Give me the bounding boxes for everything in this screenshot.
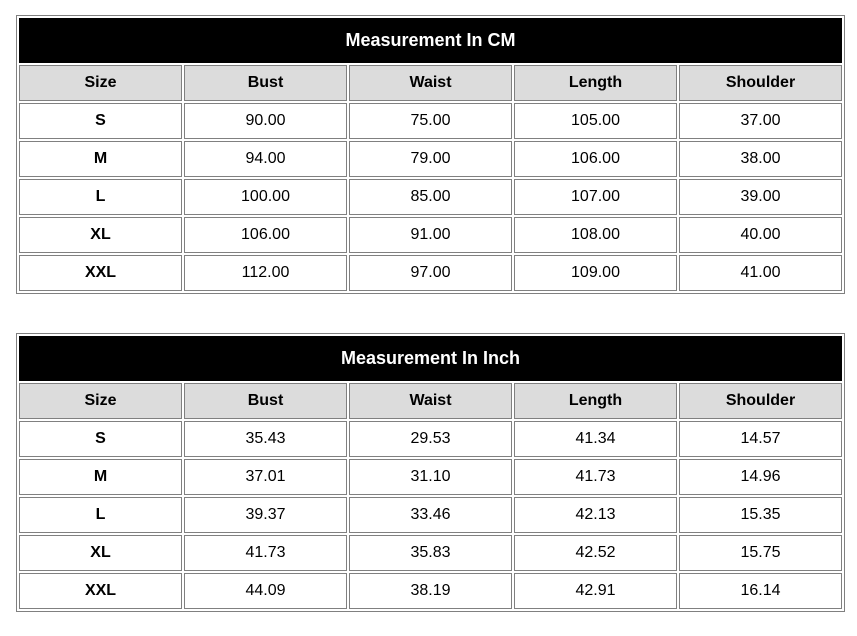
length-cell: 107.00 [514, 179, 677, 215]
table-title: Measurement In Inch [19, 336, 842, 381]
shoulder-cell: 38.00 [679, 141, 842, 177]
bust-cell: 94.00 [184, 141, 347, 177]
waist-cell: 38.19 [349, 573, 512, 609]
bust-cell: 90.00 [184, 103, 347, 139]
table-row [19, 255, 842, 291]
waist-cell: 75.00 [349, 103, 512, 139]
bust-cell: 35.43 [184, 421, 347, 457]
table-row [19, 421, 842, 457]
waist-cell: 97.00 [349, 255, 512, 291]
shoulder-cell: 15.75 [679, 535, 842, 571]
size-cell: L [19, 497, 182, 533]
length-cell: 42.91 [514, 573, 677, 609]
shoulder-cell: 15.35 [679, 497, 842, 533]
size-cell: XXL [19, 255, 182, 291]
bust-cell: 44.09 [184, 573, 347, 609]
column-header-waist: Waist [349, 383, 512, 419]
table-row [19, 459, 842, 495]
length-cell: 109.00 [514, 255, 677, 291]
column-header-size: Size [19, 65, 182, 101]
length-cell: 41.34 [514, 421, 677, 457]
column-header-bust: Bust [184, 383, 347, 419]
shoulder-cell: 39.00 [679, 179, 842, 215]
waist-cell: 29.53 [349, 421, 512, 457]
column-header-waist: Waist [349, 65, 512, 101]
length-cell: 42.13 [514, 497, 677, 533]
measurement-inch-table [16, 333, 845, 612]
size-cell: S [19, 421, 182, 457]
bust-cell: 100.00 [184, 179, 347, 215]
measurement-cm-table [16, 15, 845, 294]
waist-cell: 35.83 [349, 535, 512, 571]
size-cell: XL [19, 217, 182, 253]
shoulder-cell: 14.57 [679, 421, 842, 457]
column-header-shoulder: Shoulder [679, 383, 842, 419]
table-row [19, 217, 842, 253]
table-row [19, 179, 842, 215]
bust-cell: 37.01 [184, 459, 347, 495]
length-cell: 42.52 [514, 535, 677, 571]
shoulder-cell: 14.96 [679, 459, 842, 495]
shoulder-cell: 40.00 [679, 217, 842, 253]
waist-cell: 91.00 [349, 217, 512, 253]
length-cell: 106.00 [514, 141, 677, 177]
size-cell: XL [19, 535, 182, 571]
bust-cell: 39.37 [184, 497, 347, 533]
size-cell: S [19, 103, 182, 139]
bust-cell: 106.00 [184, 217, 347, 253]
waist-cell: 85.00 [349, 179, 512, 215]
bust-cell: 41.73 [184, 535, 347, 571]
table-row [19, 535, 842, 571]
size-cell: L [19, 179, 182, 215]
waist-cell: 31.10 [349, 459, 512, 495]
shoulder-cell: 16.14 [679, 573, 842, 609]
size-cell: M [19, 459, 182, 495]
table-row [19, 103, 842, 139]
table-title: Measurement In CM [19, 18, 842, 63]
column-header-length: Length [514, 383, 677, 419]
size-cell: XXL [19, 573, 182, 609]
table-row [19, 573, 842, 609]
shoulder-cell: 37.00 [679, 103, 842, 139]
column-header-shoulder: Shoulder [679, 65, 842, 101]
shoulder-cell: 41.00 [679, 255, 842, 291]
length-cell: 105.00 [514, 103, 677, 139]
length-cell: 41.73 [514, 459, 677, 495]
column-header-bust: Bust [184, 65, 347, 101]
waist-cell: 33.46 [349, 497, 512, 533]
waist-cell: 79.00 [349, 141, 512, 177]
table-row [19, 497, 842, 533]
bust-cell: 112.00 [184, 255, 347, 291]
table-row [19, 141, 842, 177]
column-header-size: Size [19, 383, 182, 419]
length-cell: 108.00 [514, 217, 677, 253]
column-header-length: Length [514, 65, 677, 101]
size-cell: M [19, 141, 182, 177]
